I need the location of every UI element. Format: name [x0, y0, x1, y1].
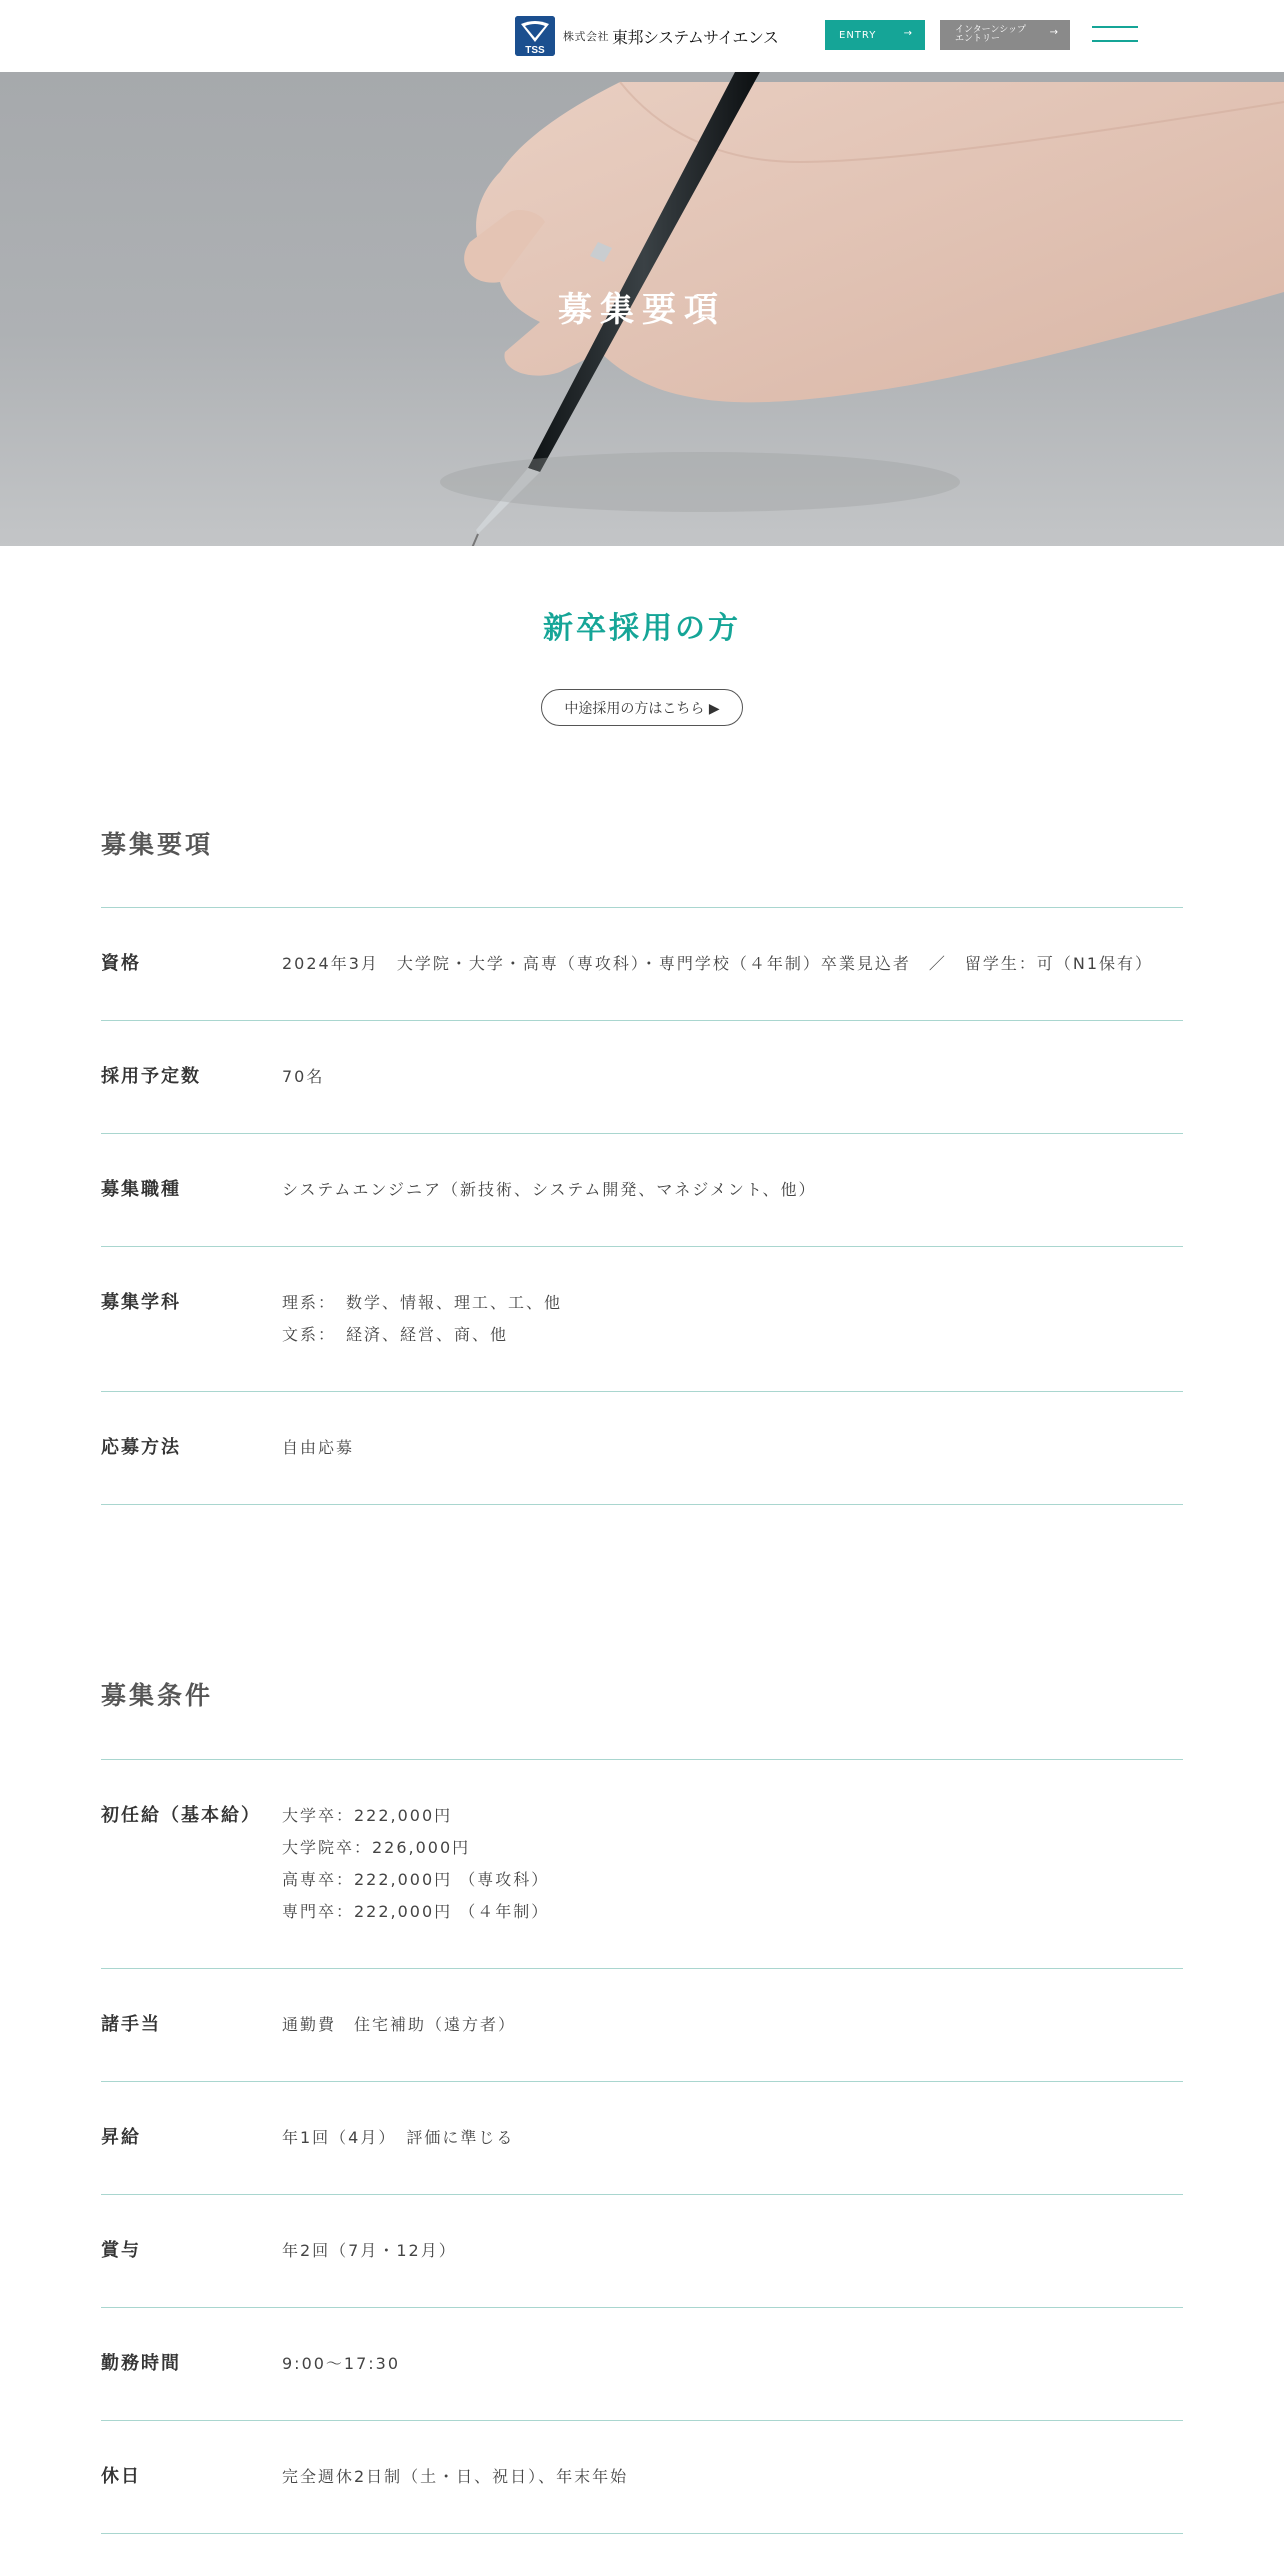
row-value [282, 1432, 1183, 1464]
row-value-line: 完全週休2日制（土・日、祝日）、年末年始 [282, 2467, 629, 2486]
row-value-line: 9:00～17:30 [282, 2354, 401, 2373]
hamburger-menu-icon[interactable] [1092, 26, 1138, 48]
row-value [282, 1061, 1183, 1093]
table-row [101, 1969, 1183, 2082]
row-value-line: 年1回（4月） 評価に準じる [282, 2128, 515, 2147]
logo-mark-text: TSS [525, 45, 545, 56]
row-value [282, 2235, 1183, 2267]
row-value [282, 948, 1183, 980]
requirements-table [101, 907, 1183, 1505]
row-value-line: 70名 [282, 1067, 325, 1086]
row-label: 昇給 [101, 2127, 141, 2148]
row-value-line: 自由応募 [282, 1438, 355, 1457]
table-row [101, 2421, 1183, 2534]
row-value-line: 高専卒：222,000円 （専攻科） [282, 1870, 550, 1889]
conditions-table [101, 1759, 1183, 2534]
row-value-line: 理系： 数学、情報、理工、工、他 [282, 1293, 563, 1312]
row-value [282, 2348, 1183, 2380]
table-row [101, 1134, 1183, 1247]
row-label: 応募方法 [101, 1437, 181, 1458]
table-row [101, 908, 1183, 1021]
row-value [282, 2122, 1183, 2154]
table-row [101, 2082, 1183, 2195]
table-row [101, 1247, 1183, 1392]
row-label: 休日 [101, 2466, 141, 2487]
row-label: 賞与 [101, 2240, 141, 2261]
row-value-line: 大学院卒：226,000円 [282, 1838, 471, 1857]
logo-company-name: 東邦システムサイエンス [612, 27, 779, 47]
row-value [282, 1174, 1183, 1206]
site-header [0, 0, 1284, 72]
row-label: 募集職種 [101, 1179, 181, 1200]
company-logo[interactable] [515, 16, 778, 56]
row-value-line: 通勤費 住宅補助（遠方者） [282, 2015, 517, 2034]
arrow-right-icon: → [1049, 27, 1058, 38]
row-label: 勤務時間 [101, 2353, 181, 2374]
row-label: 資格 [101, 953, 141, 974]
table-row [101, 1392, 1183, 1505]
tss-logo-icon [515, 16, 555, 56]
internship-label-line1: インターンシップ [955, 25, 1027, 35]
row-value-line: 専門卒：222,000円 （４年制） [282, 1902, 550, 1921]
table-row [101, 1021, 1183, 1134]
new-graduate-heading: 新卒採用の方 [543, 611, 741, 646]
table-row [101, 1760, 1183, 1969]
mid-career-link-button[interactable]: 中途採用の方はこちら ▶ [541, 689, 743, 726]
row-label: 諸手当 [101, 2014, 161, 2035]
row-value-line: 文系： 経済、経営、商、他 [282, 1325, 509, 1344]
hero-banner [0, 72, 1284, 546]
row-value-line: 年2回（7月・12月） [282, 2241, 457, 2260]
requirements-title: 募集要項 [101, 830, 214, 859]
entry-button[interactable] [825, 20, 925, 50]
table-row [101, 2308, 1183, 2421]
row-value [282, 1800, 1183, 1928]
arrow-right-icon: → [903, 28, 913, 39]
row-value [282, 1287, 1183, 1351]
row-value-line: 2024年3月 大学院・大学・高専（専攻科）・専門学校（４年制）卒業見込者 ／ 留学生：可（N1保有） [282, 954, 1154, 973]
row-label: 採用予定数 [101, 1066, 201, 1087]
internship-entry-button[interactable] [940, 20, 1070, 50]
table-row [101, 2195, 1183, 2308]
entry-button-label: ENTRY [839, 29, 877, 41]
conditions-title: 募集条件 [101, 1681, 214, 1710]
row-value [282, 2461, 1183, 2493]
row-label: 募集学科 [101, 1292, 181, 1313]
row-value-line: 大学卒：222,000円 [282, 1806, 453, 1825]
internship-label-line2: エントリー [955, 34, 1001, 44]
logo-company-prefix: 株式会社 [563, 30, 609, 43]
row-label: 初任給（基本給） [101, 1805, 261, 1826]
hero-title: 募集要項 [558, 290, 726, 330]
row-value [282, 2009, 1183, 2041]
row-value-line: システムエンジニア（新技術、システム開発、マネジメント、他） [282, 1180, 817, 1199]
